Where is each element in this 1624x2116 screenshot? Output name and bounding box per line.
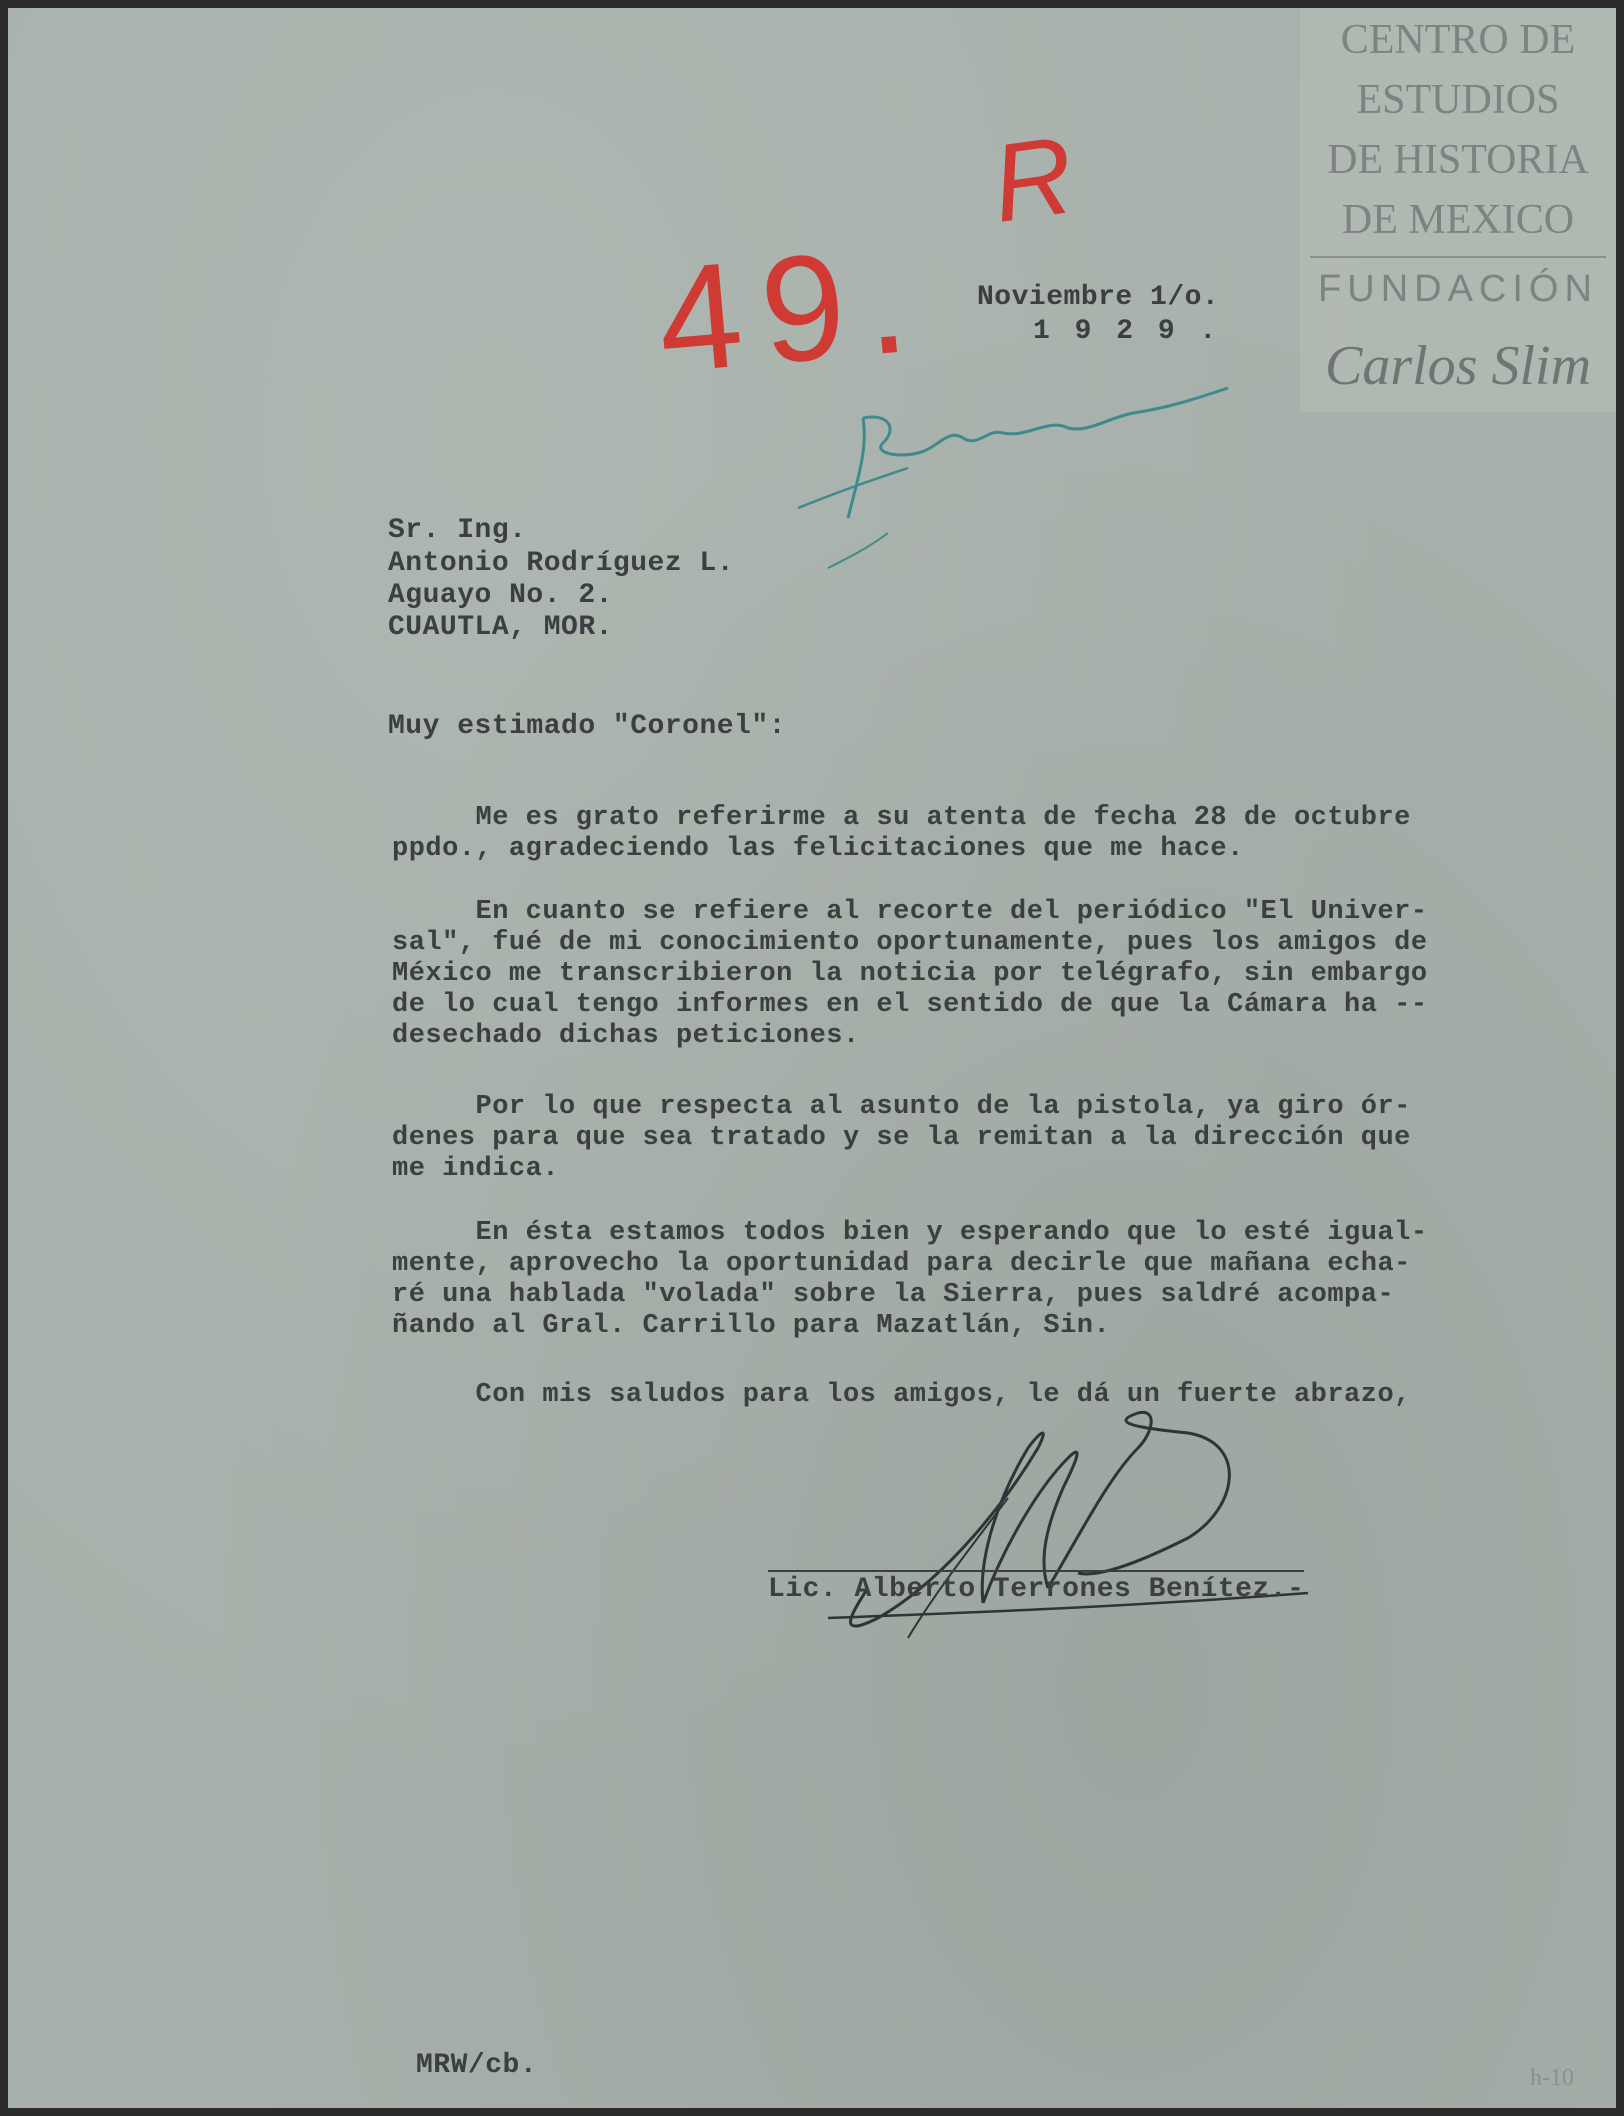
stamp-line: ESTUDIOS <box>1356 77 1560 123</box>
stamp-foundation: FUNDACIÓN <box>1318 268 1598 310</box>
letter-year: 1 9 2 9 . <box>1033 316 1221 347</box>
recipient-city: CUAUTLA, MOR. <box>388 612 613 643</box>
closing-line: Con mis saludos para los amigos, le dá un fuerte abrazo, <box>392 1380 1411 1410</box>
stamp-signature: Carlos Slim <box>1324 335 1592 397</box>
stamp-line: CENTRO DE <box>1340 17 1576 63</box>
stamp-line: DE HISTORIA <box>1327 137 1589 183</box>
green-annotation <box>788 358 1248 598</box>
paragraph: Me es grato referirme a su atenta de fecha 28 de octubre ppdo., agradeciendo las felicitaciones que me hace. <box>392 803 1411 864</box>
paragraph: En cuanto se refiere al recorte del periódico "El Univer- sal", fué de mi conocimiento oportunamente, pues los amigos de México me transcribieron la noticia por telégrafo, sin embargo de lo cual tengo informes en el sentido de que la Cámara ha -- desechado dichas peticiones. <box>392 897 1428 1051</box>
archive-stamp <box>1300 8 1616 412</box>
folio-number: 49. <box>651 213 934 405</box>
signature-name: Lic. Alberto Terrones Benítez.- <box>768 1570 1304 1605</box>
recipient-name: Antonio Rodríguez L. <box>388 548 735 579</box>
salutation: Muy estimado "Coronel": <box>388 711 786 742</box>
stamp-divider <box>1310 256 1606 258</box>
recipient-street: Aguayo No. 2. <box>388 580 613 611</box>
pencil-note: h-10 <box>1530 2065 1574 2091</box>
corner-mark: R <box>984 113 1081 246</box>
recipient-title: Sr. Ing. <box>388 515 527 546</box>
letter-date: Noviembre 1/o. <box>977 282 1220 313</box>
paragraph: En ésta estamos todos bien y esperando que lo esté igual- mente, aprovecho la oportunidad para decirle que mañana echa- ré una hablada "volada" sobre la Sierra, pues saldré acompa- ñando al Gral. Carrillo para Mazatlán, Sin. <box>392 1218 1428 1341</box>
handwritten-signature <box>808 1388 1368 1648</box>
stamp-line: DE MEXICO <box>1341 197 1575 243</box>
reference-initials: MRW/cb. <box>416 2050 538 2081</box>
paragraph: Por lo que respecta al asunto de la pistola, ya giro ór- denes para que sea tratado y se la remitan a la dirección que me indica. <box>392 1092 1411 1184</box>
letter-sheet <box>8 8 1616 2108</box>
